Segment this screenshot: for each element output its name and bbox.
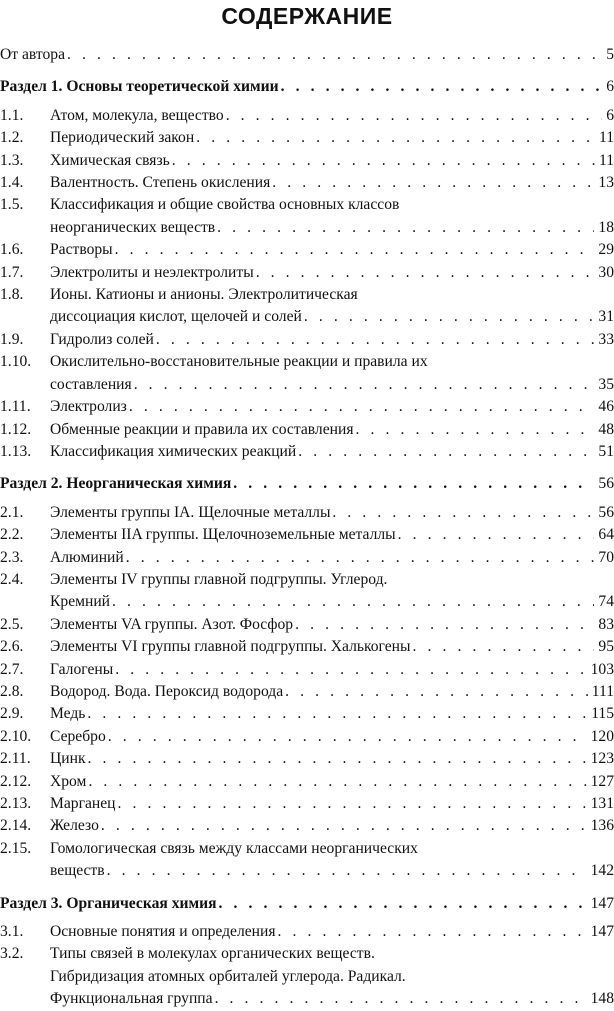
toc-entry-title: Марганец: [50, 795, 116, 812]
toc-entry-title: Типы связей в молекулах органических веществ.: [50, 945, 375, 963]
toc-page-number: 115: [591, 705, 614, 723]
toc-entry-title: Элементы IV группы главной подгруппы. Углерод.: [50, 570, 388, 588]
toc-page-number: 147: [590, 923, 614, 941]
toc-entry: [0, 419, 614, 441]
toc-page-number: 6: [606, 78, 614, 96]
toc-entry-number: 1.8.: [0, 286, 24, 304]
toc-entry-title: Галогены: [50, 660, 114, 678]
dot-leader: [332, 502, 594, 524]
toc-entry-title: Химическая связь: [50, 151, 170, 169]
toc-page-number: 13: [598, 174, 614, 192]
dot-leader: [156, 329, 595, 351]
toc-entry-number: 2.10.: [0, 727, 32, 745]
toc-entry-title: Атом, молекула, вещество: [50, 106, 224, 124]
toc-section-heading: [0, 76, 614, 98]
toc-entry-number: 2.6.: [0, 638, 24, 656]
toc-entry: [0, 44, 614, 66]
page-title: СОДЕРЖАНИЕ: [221, 3, 393, 29]
toc-entry: [0, 284, 614, 329]
dot-leader: [356, 419, 595, 441]
toc-entry: [0, 793, 614, 815]
toc-entry-title: Хром: [50, 772, 87, 790]
toc-entry-title: Цинк: [50, 750, 86, 768]
toc-entry: [0, 524, 614, 546]
toc-entry: [0, 262, 614, 284]
dot-leader: [295, 614, 594, 636]
toc-entry: [0, 396, 614, 418]
toc-entry-title: Ионы. Катионы и анионы. Электролитическая: [50, 286, 358, 304]
toc-entry-title: Растворы: [50, 241, 113, 259]
toc-entry-number: 2.15.: [0, 839, 32, 857]
toc-page-number: 147: [590, 894, 614, 912]
toc-entry: [0, 614, 614, 636]
toc-entry: [0, 239, 614, 261]
toc-entry-title: веществ: [50, 862, 105, 880]
dot-leader: [217, 217, 594, 239]
toc-entry-title: Электролиты и неэлектролиты: [50, 263, 254, 281]
toc-entry-title: Периодический закон: [50, 129, 195, 147]
dot-leader: [256, 262, 595, 284]
dot-leader: [298, 441, 594, 463]
dot-leader: [278, 921, 587, 943]
dot-leader: [129, 396, 595, 418]
toc-entry-title: Электролиз: [50, 398, 127, 416]
toc-entry: [0, 815, 614, 837]
toc-page-number: 103: [590, 660, 614, 678]
toc-entry: [0, 838, 614, 883]
toc-entry-number: 2.7.: [0, 660, 24, 678]
toc-entry-title: Раздел 2. Неорганическая химия: [0, 475, 232, 493]
toc-page-number: 31: [598, 308, 614, 326]
toc-entry: [0, 329, 614, 351]
toc-page-number: 46: [598, 398, 614, 416]
toc-entry-number: 2.14.: [0, 817, 32, 835]
toc-entry-title: Обменные реакции и правила их составления: [50, 420, 354, 438]
table-of-contents: [0, 44, 614, 1011]
toc-page-number: 123: [590, 750, 614, 768]
toc-entry-title: Водород. Вода. Пероксид водорода: [50, 682, 284, 700]
toc-entry-number: 1.1.: [0, 106, 24, 124]
toc-entry-title: Классификация химических реакций: [50, 442, 297, 460]
toc-entry-title: Элементы VA группы. Азот. Фосфор: [50, 615, 294, 633]
dot-leader: [412, 636, 594, 658]
dot-leader: [304, 306, 595, 328]
toc-page-number: 35: [598, 375, 614, 393]
toc-entry: [0, 748, 614, 770]
toc-page-number: 29: [598, 241, 614, 259]
toc-entry-number: 2.2.: [0, 526, 24, 544]
toc-page-number: 70: [598, 548, 614, 566]
toc-entry: [0, 771, 614, 793]
toc-page-number: 111: [591, 682, 614, 700]
toc-page-number: 6: [606, 106, 614, 124]
dot-leader: [87, 703, 587, 725]
dot-leader: [398, 524, 595, 546]
toc-entry-number: 2.13.: [0, 795, 32, 812]
toc-entry-number: 1.9.: [0, 330, 24, 348]
toc-page-number: 74: [598, 593, 614, 611]
toc-entry-number: 2.1.: [0, 503, 24, 521]
dot-leader: [226, 105, 603, 127]
toc-entry-number: 1.5.: [0, 196, 24, 214]
toc-page-number: 83: [598, 615, 614, 633]
dot-leader: [172, 150, 595, 172]
toc-page-number: 95: [598, 638, 614, 656]
toc-entry-number: 2.5.: [0, 615, 24, 633]
toc-page-number: 64: [598, 526, 614, 544]
toc-entry-title: Элементы VI группы главной подгруппы. Халькогены: [50, 638, 411, 656]
toc-entry-number: 2.4.: [0, 570, 24, 588]
toc-entry: [0, 194, 614, 239]
toc-entry-title: Серебро: [50, 727, 106, 745]
toc-entry-number: 1.12.: [0, 420, 32, 438]
toc-entry: [0, 150, 614, 172]
toc-page-number: 30: [598, 263, 614, 281]
toc-entry-title: диссоциация кислот, щелочей и солей: [50, 308, 302, 326]
toc-entry-title: Классификация и общие свойства основных классов: [50, 196, 400, 214]
toc-entry: [0, 547, 614, 569]
toc-entry-title: От автора: [0, 46, 65, 63]
toc-entry-title: Алюминий: [50, 548, 124, 566]
dot-leader: [285, 681, 588, 703]
dot-leader: [101, 815, 587, 837]
toc-entry-title: Гомологическая связь между классами неорганических: [50, 839, 418, 857]
toc-entry-title: Элементы IIA группы. Щелочноземельные металлы: [50, 526, 396, 544]
dot-leader: [272, 172, 594, 194]
toc-page-number: 18: [598, 218, 614, 236]
toc-entry-title: Медь: [50, 705, 86, 723]
toc-page-number: 142: [590, 862, 614, 880]
dot-leader: [281, 76, 603, 98]
toc-page-number: 131: [590, 795, 614, 812]
toc-entry: [0, 351, 614, 396]
toc-entry-title: Гибридизация атомных орбиталей углерода. Радикал.: [50, 967, 406, 985]
dot-leader: [126, 547, 595, 569]
toc-entry-number: 1.11.: [0, 398, 31, 416]
dot-leader: [88, 748, 587, 770]
dot-leader: [118, 793, 587, 815]
toc-entry: [0, 726, 614, 748]
toc-entry-number: 2.9.: [0, 705, 24, 723]
toc-entry-number: 1.2.: [0, 129, 24, 147]
toc-entry: [0, 943, 614, 1010]
toc-entry: [0, 441, 614, 463]
toc-page-number: 5: [606, 46, 614, 63]
toc-entry: [0, 681, 614, 703]
toc-section-heading: [0, 473, 614, 495]
toc-entry-number: 2.12.: [0, 772, 32, 790]
dot-leader: [196, 127, 595, 149]
toc-entry-number: 3.2.: [0, 945, 24, 963]
toc-page-number: 56: [598, 475, 614, 493]
dot-leader: [215, 988, 587, 1010]
toc-entry-title: Гидролиз солей: [50, 330, 154, 348]
dot-leader: [88, 771, 586, 793]
toc-entry-number: 1.4.: [0, 174, 24, 192]
dot-leader: [134, 374, 595, 396]
toc-entry-title: Функциональная группа: [50, 990, 213, 1008]
toc-entry-title: Раздел 3. Органическая химия: [0, 894, 217, 912]
toc-entry-title: Валентность. Степень окисления: [50, 174, 271, 192]
toc-entry: [0, 703, 614, 725]
toc-page-number: 56: [598, 503, 614, 521]
toc-entry-number: 1.13.: [0, 442, 32, 460]
dot-leader: [108, 726, 587, 748]
toc-entry: [0, 921, 614, 943]
toc-entry: [0, 127, 614, 149]
toc-entry-number: 2.8.: [0, 682, 24, 700]
toc-entry: [0, 636, 614, 658]
dot-leader: [115, 659, 586, 681]
dot-leader: [233, 473, 594, 495]
toc-entry-title: Раздел 1. Основы теоретической химии: [0, 78, 279, 96]
toc-page-number: 136: [590, 817, 614, 835]
toc-entry-title: неорганических веществ: [50, 218, 216, 236]
toc-entry-title: Основные понятия и определения: [50, 923, 276, 941]
toc-entry-number: 1.3.: [0, 151, 24, 169]
toc-entry: [0, 659, 614, 681]
toc-page-number: 48: [598, 420, 614, 438]
toc-entry-number: 1.7.: [0, 263, 24, 281]
toc-entry-title: составления: [50, 375, 132, 393]
toc-page-number: 120: [590, 727, 614, 745]
toc-page-number: 51: [598, 442, 614, 460]
toc-entry: [0, 569, 614, 614]
toc-entry: [0, 172, 614, 194]
toc-entry-number: 1.10.: [0, 353, 32, 371]
toc-entry: [0, 105, 614, 127]
toc-entry-title: Железо: [50, 817, 99, 835]
toc-entry: [0, 502, 614, 524]
toc-entry-number: 3.1.: [0, 923, 24, 941]
toc-entry-title: Кремний: [50, 593, 111, 611]
dot-leader: [107, 860, 587, 882]
toc-entry-title: Элементы группы IA. Щелочные металлы: [50, 503, 331, 521]
toc-section-heading: [0, 893, 614, 915]
toc-page-number: 33: [598, 330, 614, 348]
toc-entry-number: 1.6.: [0, 241, 24, 259]
toc-page-number: 11: [598, 151, 614, 169]
dot-leader: [219, 893, 587, 915]
dot-leader: [112, 591, 594, 613]
toc-entry-title: Окислительно-восстановительные реакции и правила их: [50, 353, 428, 371]
toc-page-number: 148: [590, 990, 614, 1008]
dot-leader: [115, 239, 595, 261]
dot-leader: [67, 44, 602, 66]
toc-entry-number: 2.3.: [0, 548, 24, 566]
toc-page-number: 127: [590, 772, 614, 790]
toc-page-number: 11: [598, 129, 614, 147]
toc-entry-number: 2.11.: [0, 750, 31, 768]
